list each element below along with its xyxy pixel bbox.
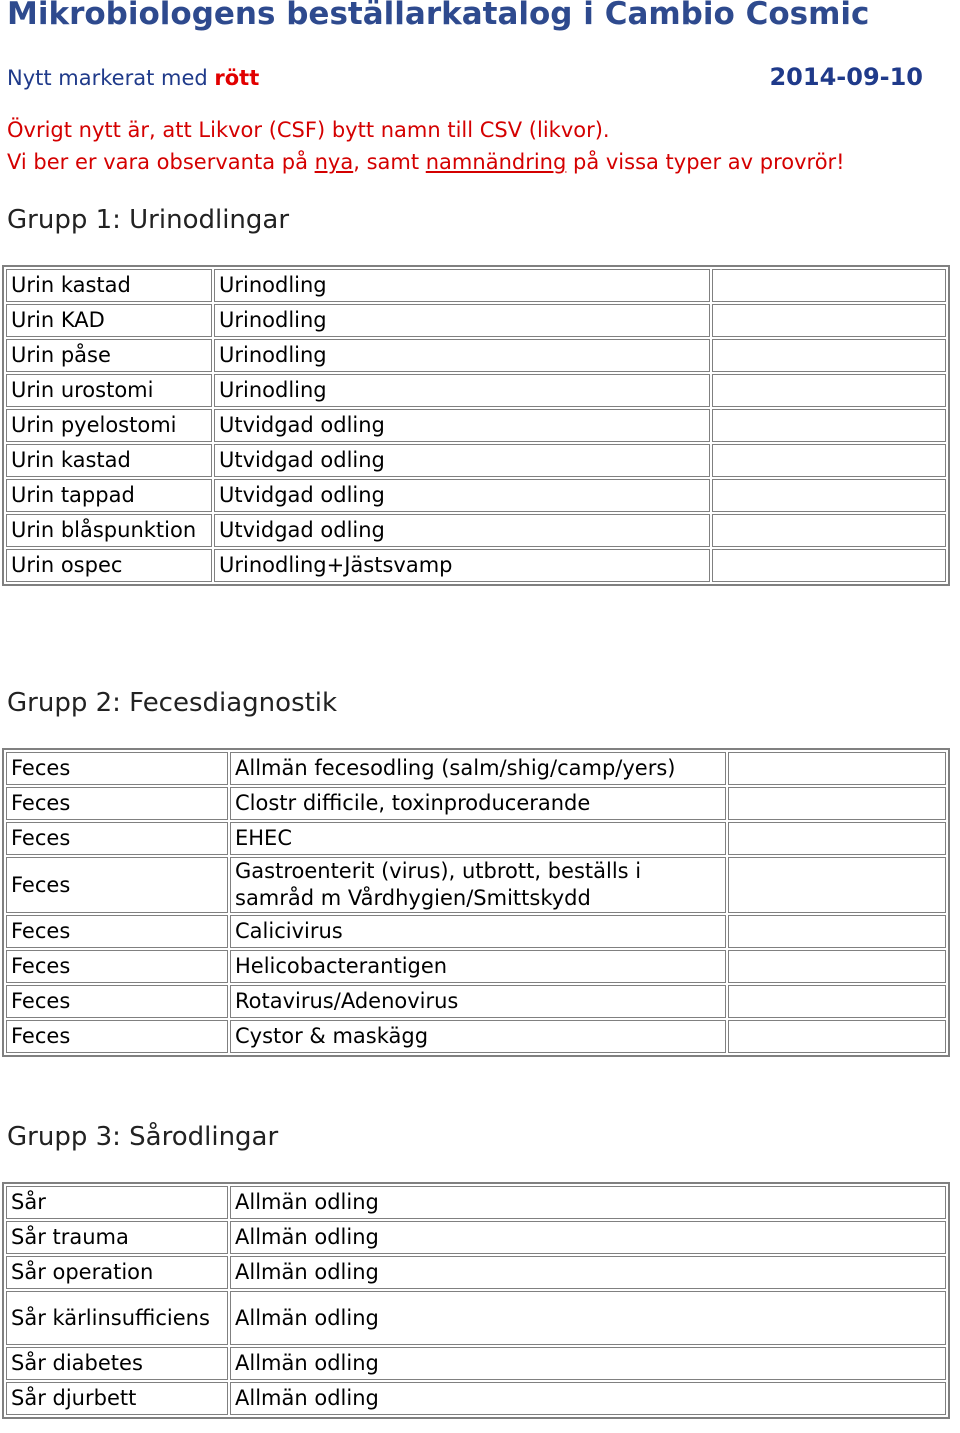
analysis-cell: Utvidgad odling	[214, 479, 710, 512]
empty-cell	[728, 1020, 946, 1053]
table-row	[6, 1186, 946, 1219]
specimen-cell: Urin tappad	[6, 479, 212, 512]
specimen-cell: Sår operation	[6, 1256, 228, 1289]
specimen-cell: Feces	[6, 752, 228, 785]
new-marking-prefix: Nytt markerat med	[7, 66, 215, 90]
specimen-cell: Urin kastad	[6, 444, 212, 477]
specimen-cell: Feces	[6, 1020, 228, 1053]
table-row	[6, 752, 946, 785]
specimen-cell: Urin KAD	[6, 304, 212, 337]
specimen-cell: Urin påse	[6, 339, 212, 372]
specimen-cell: Urin urostomi	[6, 374, 212, 407]
empty-cell	[712, 409, 946, 442]
empty-cell	[712, 304, 946, 337]
empty-cell	[728, 752, 946, 785]
specimen-cell: Feces	[6, 985, 228, 1018]
analysis-cell: Urinodling	[214, 339, 710, 372]
empty-cell	[712, 339, 946, 372]
notice-text-b: , samt	[353, 150, 426, 174]
specimen-cell: Feces	[6, 857, 228, 913]
new-marking-red-word: rött	[214, 66, 260, 90]
table-row	[6, 269, 946, 302]
table-row	[6, 409, 946, 442]
table-row	[6, 479, 946, 512]
table-row	[6, 857, 946, 913]
analysis-cell: Utvidgad odling	[214, 514, 710, 547]
table-row	[6, 1382, 946, 1415]
empty-cell	[712, 514, 946, 547]
specimen-cell: Urin ospec	[6, 549, 212, 582]
empty-cell	[712, 374, 946, 407]
specimen-cell: Sår diabetes	[6, 1347, 228, 1380]
analysis-cell: Urinodling	[214, 269, 710, 302]
analysis-cell: Rotavirus/Adenovirus	[230, 985, 726, 1018]
analysis-cell: Clostr difficile, toxinproducerande	[230, 787, 726, 820]
analysis-cell: Cystor & maskägg	[230, 1020, 726, 1053]
group-2-table	[2, 748, 950, 1057]
table-row	[6, 374, 946, 407]
analysis-cell: Gastroenterit (virus), utbrott, beställs i samråd m Vårdhygien/Smittskydd	[230, 857, 726, 913]
table-row	[6, 304, 946, 337]
analysis-cell: Utvidgad odling	[214, 444, 710, 477]
specimen-cell: Sår	[6, 1186, 228, 1219]
empty-cell	[728, 857, 946, 913]
empty-cell	[728, 787, 946, 820]
specimen-cell: Urin blåspunktion	[6, 514, 212, 547]
notice-text-c: på vissa typer av provrör!	[566, 150, 845, 174]
table-row	[6, 1291, 946, 1345]
new-marking-note	[7, 66, 259, 90]
analysis-cell: Allmän odling	[230, 1382, 946, 1415]
specimen-cell: Urin pyelostomi	[6, 409, 212, 442]
empty-cell	[712, 479, 946, 512]
group-2-title: Grupp 2: Fecesdiagnostik	[7, 688, 338, 718]
table-row	[6, 444, 946, 477]
specimen-cell: Urin kastad	[6, 269, 212, 302]
table-row	[6, 1020, 946, 1053]
table-row	[6, 339, 946, 372]
table-row	[6, 1256, 946, 1289]
analysis-cell: Allmän odling	[230, 1347, 946, 1380]
group-3-title: Grupp 3: Sårodlingar	[7, 1122, 279, 1152]
analysis-cell: Allmän fecesodling (salm/shig/camp/yers)	[230, 752, 726, 785]
empty-cell	[712, 269, 946, 302]
analysis-cell: Urinodling	[214, 374, 710, 407]
group-1-title: Grupp 1: Urinodlingar	[7, 205, 290, 235]
group-1-table	[2, 265, 950, 586]
empty-cell	[728, 915, 946, 948]
empty-cell	[728, 950, 946, 983]
specimen-cell: Sår trauma	[6, 1221, 228, 1254]
analysis-cell: Urinodling+Jästsvamp	[214, 549, 710, 582]
table-row	[6, 514, 946, 547]
empty-cell	[712, 549, 946, 582]
analysis-cell: Allmän odling	[230, 1186, 946, 1219]
analysis-cell: Calicivirus	[230, 915, 726, 948]
empty-cell	[728, 985, 946, 1018]
notice-nya: nya	[314, 150, 354, 174]
specimen-cell: Feces	[6, 822, 228, 855]
notice-namnandring: namnändring	[425, 150, 567, 174]
table-row	[6, 915, 946, 948]
analysis-cell: Allmän odling	[230, 1256, 946, 1289]
analysis-cell: Urinodling	[214, 304, 710, 337]
table-row	[6, 549, 946, 582]
analysis-cell: Utvidgad odling	[214, 409, 710, 442]
specimen-cell: Feces	[6, 915, 228, 948]
notice-line-2	[7, 150, 845, 174]
specimen-cell: Sår djurbett	[6, 1382, 228, 1415]
analysis-cell: Allmän odling	[230, 1221, 946, 1254]
table-row	[6, 985, 946, 1018]
notice-text-a: Vi ber er vara observanta på	[7, 150, 315, 174]
table-row	[6, 1221, 946, 1254]
analysis-cell: Helicobacterantigen	[230, 950, 726, 983]
page-title: Mikrobiologens beställarkatalog i Cambio Cosmic	[7, 0, 870, 32]
notice-line-1: Övrigt nytt är, att Likvor (CSF) bytt namn till CSV (likvor).	[7, 118, 610, 142]
analysis-cell: Allmän odling	[230, 1291, 946, 1345]
empty-cell	[728, 822, 946, 855]
analysis-cell: EHEC	[230, 822, 726, 855]
table-row	[6, 1347, 946, 1380]
table-row	[6, 950, 946, 983]
document-date: 2014-09-10	[769, 63, 923, 91]
table-row	[6, 822, 946, 855]
specimen-cell: Feces	[6, 950, 228, 983]
empty-cell	[712, 444, 946, 477]
specimen-cell: Sår kärlinsufficiens	[6, 1291, 228, 1345]
group-3-table	[2, 1182, 950, 1419]
specimen-cell: Feces	[6, 787, 228, 820]
table-row	[6, 787, 946, 820]
